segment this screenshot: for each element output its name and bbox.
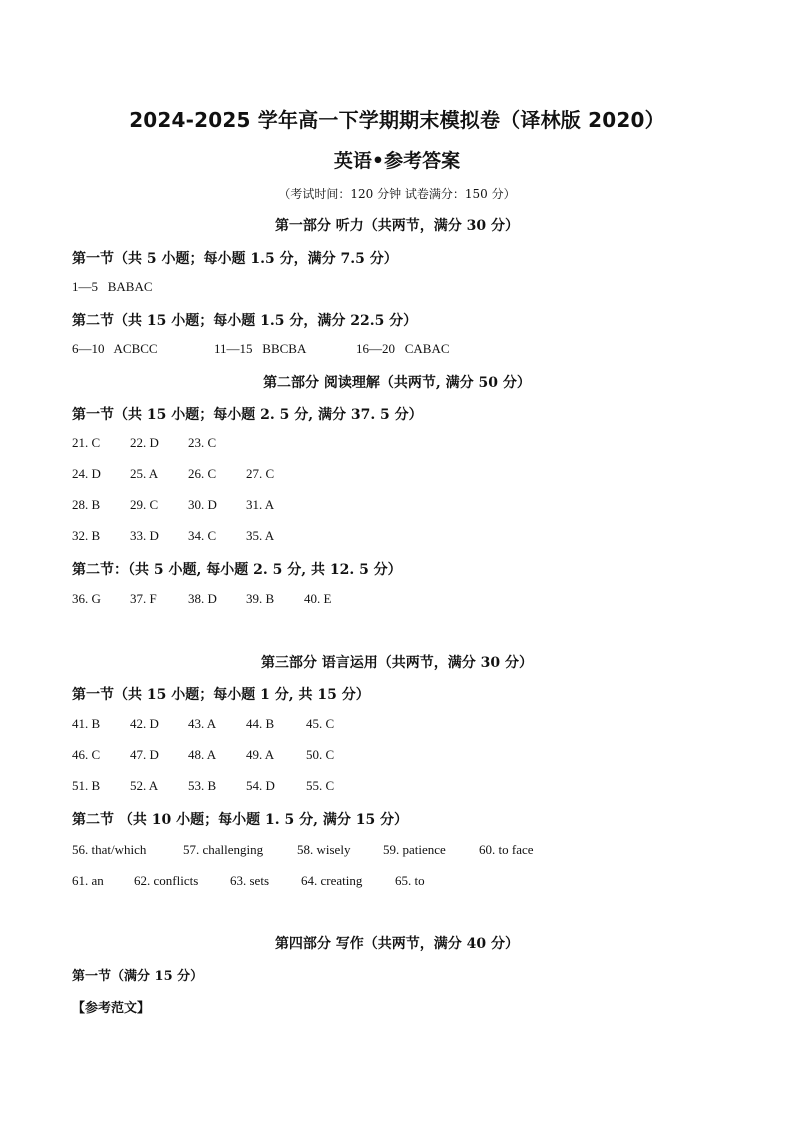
- answer-item: 23. C: [188, 435, 217, 450]
- part1-sec1-answers: 1—5 BABAC: [72, 279, 153, 294]
- answer-item: 21. C: [72, 435, 101, 450]
- answer-item: 50. C: [306, 747, 335, 762]
- answer-item: 55. C: [306, 778, 335, 793]
- answer-item: 56. that/which: [72, 842, 147, 857]
- answer-item: 25. A: [130, 466, 159, 481]
- answer-item: 31. A: [246, 497, 275, 512]
- answer-item: 29. C: [130, 497, 159, 512]
- answer-item: 47. D: [130, 747, 159, 762]
- part3-heading: 第三部分 语言运用（共两节，满分 30 分）: [260, 655, 534, 671]
- answer-item: 34. C: [188, 528, 217, 543]
- answer-item: 26. C: [188, 466, 217, 481]
- page-title: 2024-2025 学年高一下学期期末模拟卷（译林版 2020）: [129, 108, 665, 132]
- answer-item: 52. A: [130, 778, 159, 793]
- answer-item: 27. C: [246, 466, 275, 481]
- answer-group: 11—15 BBCBA: [214, 341, 307, 356]
- part2-sec2-heading: 第二节：（共 5 小题, 每小题 2. 5 分, 共 12. 5 分）: [72, 562, 402, 578]
- answer-item: 65. to: [395, 873, 425, 888]
- answer-item: 33. D: [130, 528, 159, 543]
- part2-sec1-heading: 第一节（共 15 小题；每小题 2. 5 分, 满分 37. 5 分）: [72, 407, 423, 423]
- answer-item: 36. G: [72, 591, 101, 606]
- answer-item: 48. A: [188, 747, 217, 762]
- part4-heading: 第四部分 写作（共两节，满分 40 分）: [274, 936, 520, 952]
- answer-item: 35. A: [246, 528, 275, 543]
- sample-essay-label: 【参考范文】: [72, 1001, 151, 1016]
- answer-group: 6—10 ACBCC: [72, 341, 158, 356]
- answer-item: 42. D: [130, 716, 159, 731]
- answer-item: 41. B: [72, 716, 101, 731]
- answer-item: 37. F: [130, 591, 157, 606]
- answer-item: 44. B: [246, 716, 275, 731]
- page-subtitle: 英语•参考答案: [333, 150, 461, 172]
- answer-item: 61. an: [72, 873, 104, 888]
- part1-sec1-heading: 第一节（共 5 小题；每小题 1.5 分，满分 7.5 分）: [72, 251, 398, 267]
- answer-item: 57. challenging: [183, 842, 264, 857]
- part2-heading: 第二部分 阅读理解（共两节, 满分 50 分）: [263, 375, 531, 391]
- answer-item: 64. creating: [301, 873, 363, 888]
- answer-item: 28. B: [72, 497, 101, 512]
- answer-item: 39. B: [246, 591, 275, 606]
- answer-item: 32. B: [72, 528, 101, 543]
- part4-sec1-heading: 第一节（满分 15 分）: [72, 969, 204, 984]
- answer-item: 49. A: [246, 747, 275, 762]
- answer-item: 51. B: [72, 778, 101, 793]
- answer-item: 46. C: [72, 747, 101, 762]
- part1-sec2-heading: 第二节（共 15 小题；每小题 1.5 分，满分 22.5 分）: [72, 313, 418, 329]
- answer-item: 45. C: [306, 716, 335, 731]
- answer-item: 59. patience: [383, 842, 446, 857]
- answer-item: 43. A: [188, 716, 217, 731]
- answer-item: 54. D: [246, 778, 275, 793]
- answer-item: 38. D: [188, 591, 217, 606]
- answer-item: 40. E: [304, 591, 332, 606]
- answer-group: 16—20 CABAC: [356, 341, 450, 356]
- answer-item: 53. B: [188, 778, 217, 793]
- answer-item: 30. D: [188, 497, 217, 512]
- answer-item: 58. wisely: [297, 842, 351, 857]
- answer-item: 60. to face: [479, 842, 534, 857]
- part1-heading: 第一部分 听力（共两节，满分 30 分）: [274, 218, 520, 234]
- part3-sec2-heading: 第二节 （共 10 小题；每小题 1. 5 分, 满分 15 分）: [72, 812, 409, 828]
- answer-item: 62. conflicts: [134, 873, 199, 888]
- answer-item: 63. sets: [230, 873, 269, 888]
- exam-meta: （考试时间：120 分钟 试卷满分：150 分）: [278, 187, 516, 201]
- answer-item: 22. D: [130, 435, 159, 450]
- answer-item: 24. D: [72, 466, 101, 481]
- part3-sec1-heading: 第一节（共 15 小题；每小题 1 分, 共 15 分）: [72, 687, 370, 703]
